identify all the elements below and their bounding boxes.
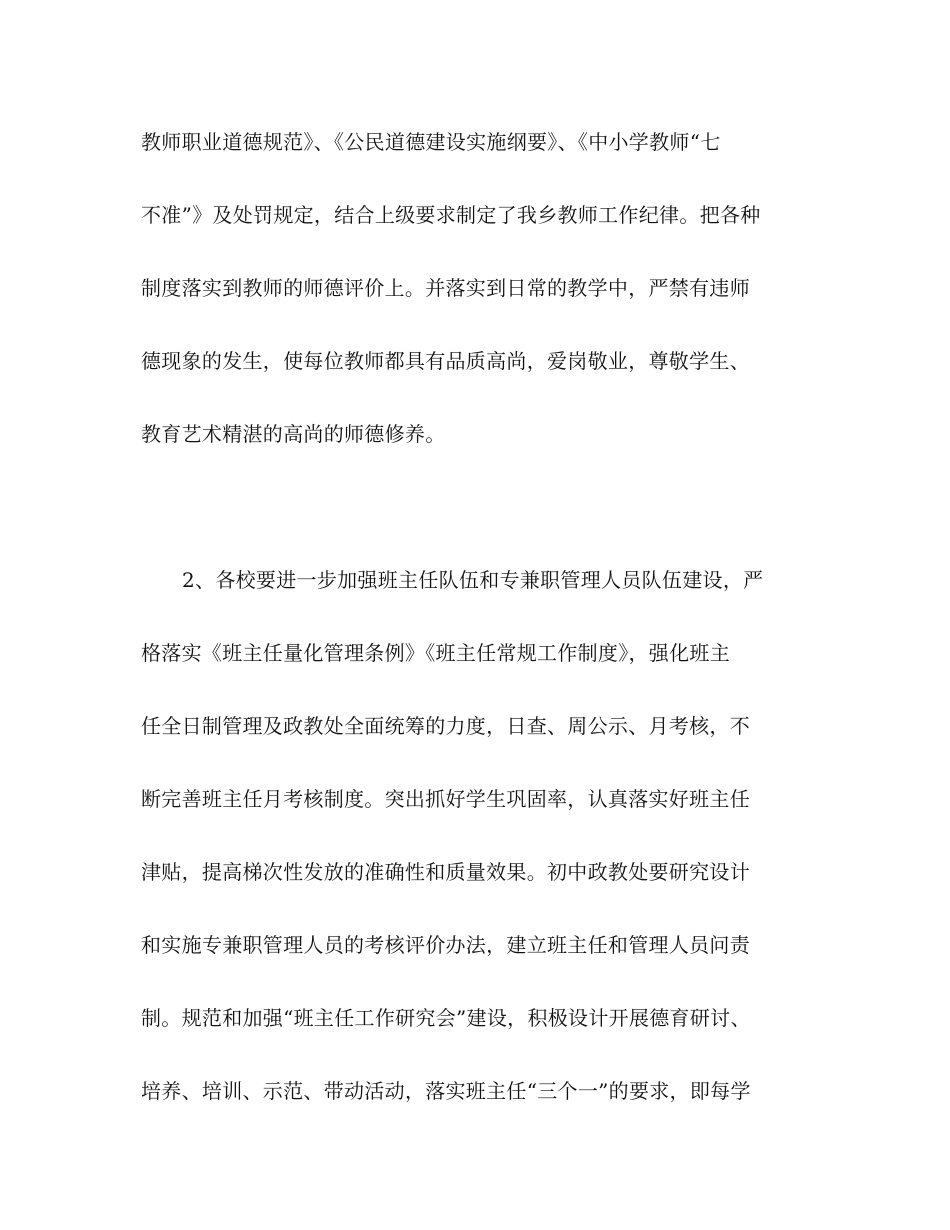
text-line: 培养、培训、示范、带动活动，落实班主任“三个一”的要求，即每学 [141, 1079, 751, 1103]
text-line: 2、各校要进一步加强班主任队伍和专兼职管理人员队伍建设，严 [182, 568, 764, 592]
text-line: 教师职业道德规范》、《公民道德建设实施纲要》、《中小学教师“七 [141, 130, 721, 154]
text-line: 任全日制管理及政教处全面统筹的力度，日查、周公示、月考核，不 [141, 714, 750, 738]
text-line: 德现象的发生，使每位教师都具有品质高尚，爱岗敬业，尊敬学生、 [141, 349, 750, 373]
text-line: 制。规范和加强“班主任工作研究会”建设，积极设计开展德育研讨、 [141, 1006, 751, 1030]
text-line: 津贴，提高梯次性发放的准确性和质量效果。初中政教处要研究设计 [141, 860, 750, 884]
text-line: 和实施专兼职管理人员的考核评价办法，建立班主任和管理人员问责 [141, 933, 750, 957]
text-line: 格落实《班主任量化管理条例》《班主任常规工作制度》，强化班主 [141, 641, 730, 665]
text-line: 制度落实到教师的师德评价上。并落实到日常的教学中，严禁有违师 [141, 276, 750, 300]
text-line: 教育艺术精湛的高尚的师德修养。 [141, 422, 446, 446]
text-line: 断完善班主任月考核制度。突出抓好学生巩固率，认真落实好班主任 [141, 787, 750, 811]
text-line: 不准”》及处罚规定，结合上级要求制定了我乡教师工作纪律。把各种 [141, 203, 761, 227]
